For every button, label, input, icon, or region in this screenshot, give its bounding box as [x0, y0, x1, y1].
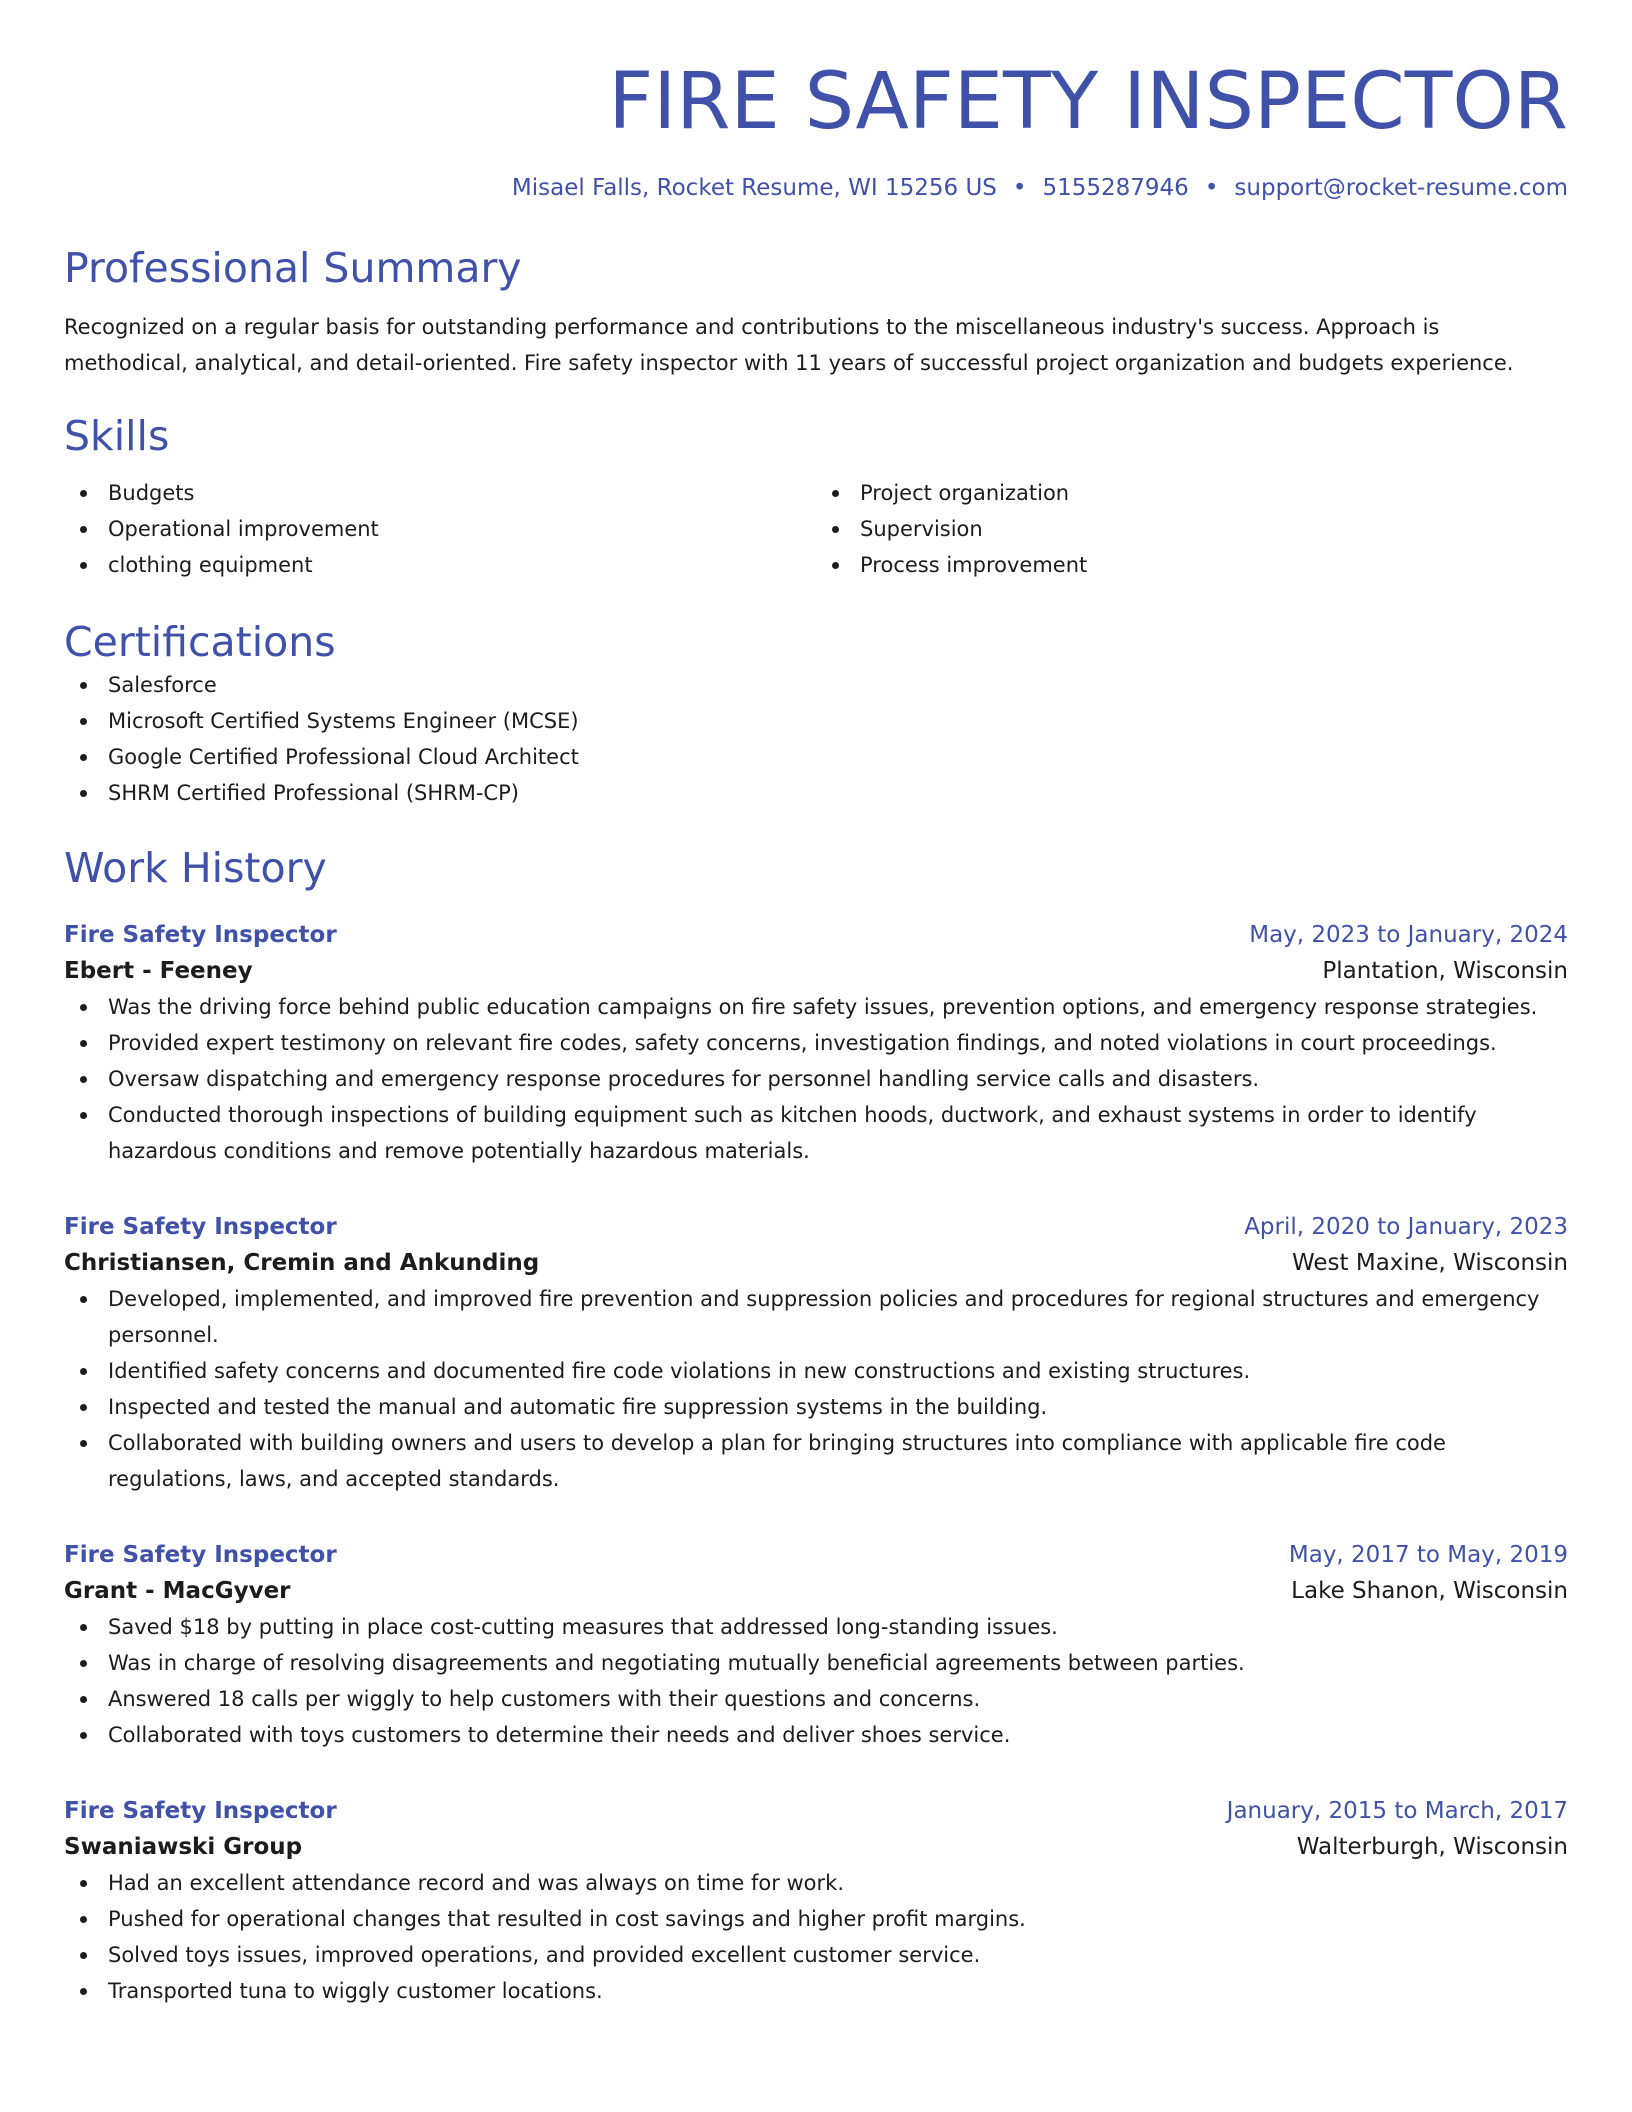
contact-line — [64, 173, 1568, 203]
job-duty: Developed, implemented, and improved fire prevention and suppression policies and procedures for regional structures and emergency personnel. — [64, 1281, 1568, 1353]
job-company: Christiansen, Cremin and Ankunding — [64, 1250, 540, 1276]
job-location: Lake Shanon, Wisconsin — [1291, 1578, 1568, 1604]
certification-item: SHRM Certified Professional (SHRM-CP) — [64, 775, 1568, 811]
resume-page — [64, 0, 1568, 2009]
skills-grid — [64, 475, 1568, 583]
job-duty: Had an excellent attendance record and was always on time for work. — [64, 1865, 1568, 1901]
job-duty: Inspected and tested the manual and automatic fire suppression systems in the building. — [64, 1389, 1568, 1425]
job-entry — [64, 1793, 1568, 2009]
contact-separator: • — [1204, 175, 1219, 201]
skill-item: Project organization — [860, 475, 1568, 511]
certification-item: Salesforce — [64, 667, 1568, 703]
skills-heading: Skills — [64, 412, 170, 460]
certifications-heading: Certifications — [64, 618, 336, 666]
job-title: Fire Safety Inspector — [64, 1798, 337, 1824]
job-duty: Provided expert testimony on relevant fire codes, safety concerns, investigation findings, and noted violations in court proceedings. — [64, 1025, 1568, 1061]
job-duty: Oversaw dispatching and emergency response procedures for personnel handling service calls and disasters. — [64, 1061, 1568, 1097]
job-duties — [64, 1281, 1568, 1497]
job-duty: Pushed for operational changes that resulted in cost savings and higher profit margins. — [64, 1901, 1568, 1937]
contact-address: Misael Falls, Rocket Resume, WI 15256 US — [511, 175, 997, 201]
skills-column-left — [64, 475, 816, 583]
job-company: Swaniawski Group — [64, 1834, 303, 1860]
job-title: Fire Safety Inspector — [64, 1214, 337, 1240]
resume-title: FIRE SAFETY INSPECTOR — [608, 57, 1568, 147]
certification-item: Microsoft Certified Systems Engineer (MCSE) — [64, 703, 1568, 739]
job-duty: Identified safety concerns and documented fire code violations in new constructions and existing structures. — [64, 1353, 1568, 1389]
job-location: West Maxine, Wisconsin — [1292, 1250, 1568, 1276]
work-history-heading: Work History — [64, 844, 327, 892]
job-duty: Collaborated with toys customers to determine their needs and deliver shoes service. — [64, 1717, 1568, 1753]
job-dates: May, 2023 to January, 2024 — [1249, 922, 1568, 948]
job-entry — [64, 1209, 1568, 1497]
contact-email[interactable]: support@rocket-resume.com — [1234, 175, 1568, 201]
skill-item: Operational improvement — [108, 511, 816, 547]
summary-heading: Professional Summary — [64, 244, 522, 292]
summary-text: Recognized on a regular basis for outstanding performance and contributions to the miscellaneous industry's success. Approach is methodical, analytical, and detail-oriented. Fire safety inspector with 11 years of successful project organization and budgets experience. — [64, 315, 1514, 375]
skill-item: Supervision — [860, 511, 1568, 547]
job-duty: Collaborated with building owners and users to develop a plan for bringing structures into compliance with applicable fire code regulations, laws, and accepted standards. — [64, 1425, 1568, 1497]
contact-phone: 5155287946 — [1042, 175, 1189, 201]
job-duty: Solved toys issues, improved operations, and provided excellent customer service. — [64, 1937, 1568, 1973]
job-duty: Conducted thorough inspections of building equipment such as kitchen hoods, ductwork, and exhaust systems in order to identify hazardous conditions and remove potentially hazardous materials. — [64, 1097, 1568, 1169]
skill-item: clothing equipment — [108, 547, 816, 583]
job-title: Fire Safety Inspector — [64, 922, 337, 948]
job-company: Ebert - Feeney — [64, 958, 253, 984]
job-dates: May, 2017 to May, 2019 — [1288, 1542, 1568, 1568]
job-location: Walterburgh, Wisconsin — [1296, 1834, 1568, 1860]
contact-separator: • — [1012, 175, 1027, 201]
job-location: Plantation, Wisconsin — [1322, 958, 1568, 984]
job-duty: Was in charge of resolving disagreements and negotiating mutually beneficial agreements between parties. — [64, 1645, 1568, 1681]
job-title: Fire Safety Inspector — [64, 1542, 337, 1568]
job-dates: April, 2020 to January, 2023 — [1244, 1214, 1568, 1240]
job-company: Grant - MacGyver — [64, 1578, 291, 1604]
job-dates: January, 2015 to March, 2017 — [1226, 1798, 1568, 1824]
skill-item: Process improvement — [860, 547, 1568, 583]
job-duty: Transported tuna to wiggly customer locations. — [64, 1973, 1568, 2009]
certification-item: Google Certified Professional Cloud Architect — [64, 739, 1568, 775]
skills-column-right — [816, 475, 1568, 583]
job-entry — [64, 917, 1568, 1169]
job-duties — [64, 989, 1568, 1169]
job-duty: Saved $18 by putting in place cost-cutting measures that addressed long-standing issues. — [64, 1609, 1568, 1645]
job-duty: Answered 18 calls per wiggly to help customers with their questions and concerns. — [64, 1681, 1568, 1717]
job-duties — [64, 1865, 1568, 2009]
job-entry — [64, 1537, 1568, 1753]
job-duty: Was the driving force behind public education campaigns on fire safety issues, prevention options, and emergency response strategies. — [64, 989, 1568, 1025]
certifications-list — [64, 667, 1568, 811]
skill-item: Budgets — [108, 475, 816, 511]
job-duties — [64, 1609, 1568, 1753]
